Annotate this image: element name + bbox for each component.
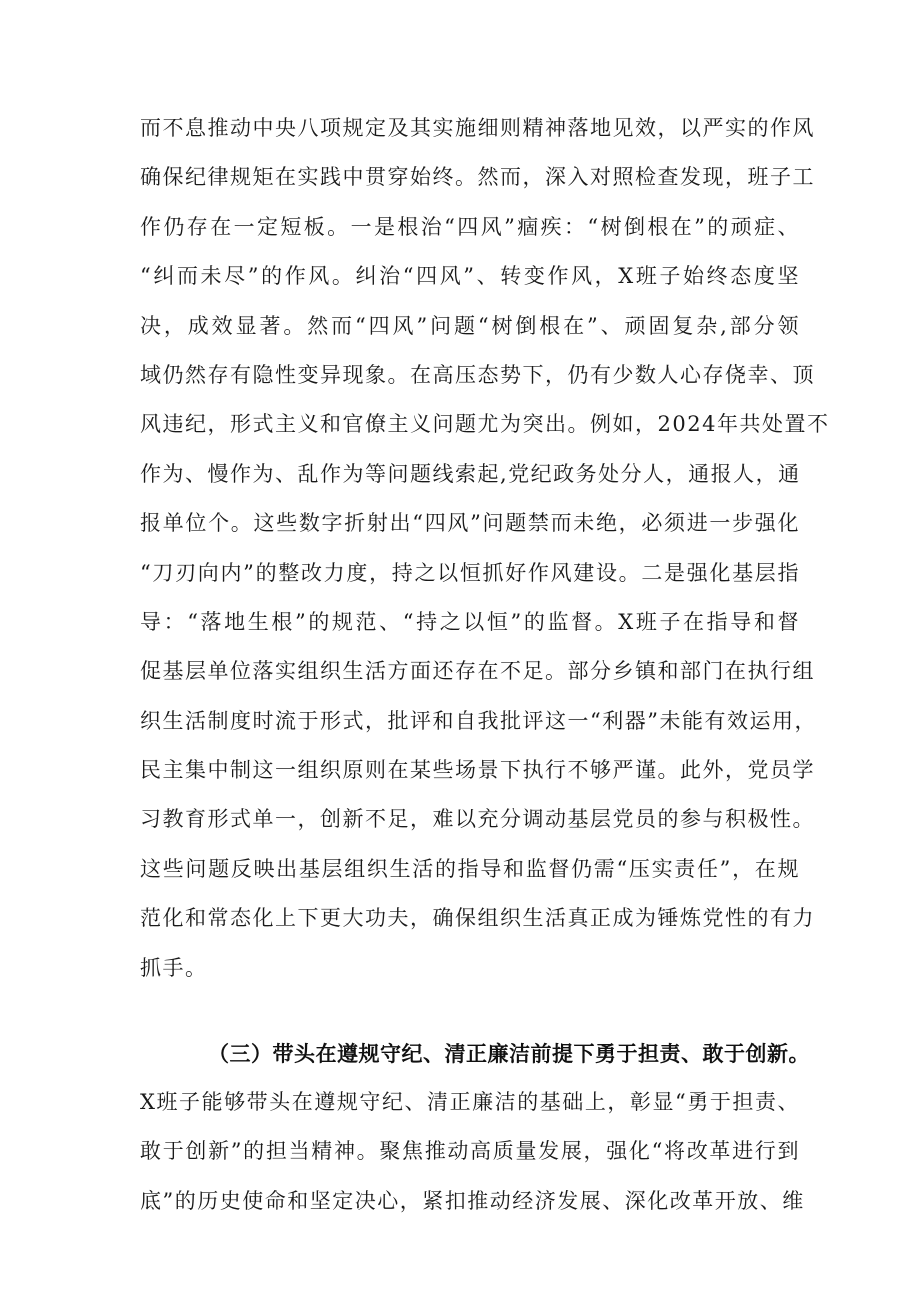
text-line: 确保纪律规矩在实践中贯穿始终。然而，深入对照检查发现，班子工 <box>140 165 815 190</box>
text-line: “刀刃向内”的整改力度，持之以恒抓好作风建设。二是强化基层指 <box>140 560 800 585</box>
text-line: 民主集中制这一组织原则在某些场景下执行不够严谨。此外，党员学 <box>140 758 815 783</box>
text-line: 敢于创新”的担当精神。聚焦推动高质量发展，强化“将改革进行到 <box>140 1139 800 1164</box>
text-line: 报单位个。这些数字折射出“四风”问题禁而未绝，必须进一步强化 <box>140 511 800 536</box>
text-line: 促基层单位落实组织生活方面还存在不足。部分乡镇和部门在执行组 <box>140 659 815 684</box>
body-paragraph-1 <box>140 104 830 993</box>
text-line: 决，成效显著。然而“四风”问题“树倒根在”、顽固复杂,部分领 <box>140 313 800 338</box>
text-line: “纠而未尽”的作风。纠治“四风”、转变作风，X班子始终态度坚 <box>140 264 800 289</box>
text-line: 范化和常态化上下更大功夫，确保组织生活真正成为锤炼党性的有力 <box>140 906 815 931</box>
text-line: X班子能够带头在遵规守纪、清正廉洁的基础上，彰显“勇于担责、 <box>140 1090 800 1114</box>
text-line: 习教育形式单一，创新不足，难以充分调动基层党员的参与积极性。 <box>140 807 815 832</box>
text-line: 底”的历史使命和坚定决心，紧扣推动经济发展、深化改革开放、维 <box>140 1188 805 1213</box>
text-line: 风违纪，形式主义和官僚主义问题尤为突出。例如，2024年共处置不 <box>140 412 830 437</box>
text-line: 导：“落地生根”的规范、“持之以恒”的监督。X班子在指导和督 <box>140 609 800 634</box>
text-line: 域仍然存有隐性变异现象。在高压态势下，仍有少数人心存侥幸、顶 <box>140 362 815 387</box>
body-paragraph-2 <box>140 1078 805 1226</box>
text-line: 而不息推动中央八项规定及其实施细则精神落地见效，以严实的作风 <box>140 116 815 140</box>
text-line: 作为、慢作为、乱作为等问题线索起,党纪政务处分人，通报人，通 <box>140 461 801 486</box>
text-line: 作仍存在一定短板。一是根治“四风”痼疾：“树倒根在”的顽症、 <box>140 214 800 239</box>
section-heading: （三）带头在遵规守纪、清正廉洁前提下勇于担责、敢于创新。 <box>208 1041 810 1066</box>
text-line: 抓手。 <box>140 955 208 980</box>
text-line: 织生活制度时流于形式，批评和自我批评这一“利器”未能有效运用， <box>140 708 817 733</box>
text-line: 这些问题反映出基层组织生活的指导和监督仍需“压实责任”，在规 <box>140 856 800 881</box>
